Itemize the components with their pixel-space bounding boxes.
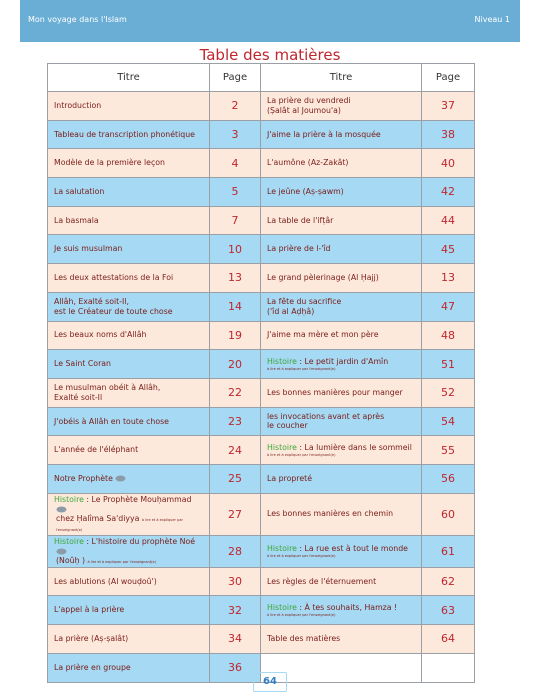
lesson-title: La prière de l-'îd (267, 244, 331, 254)
toc-entry-title[interactable] (261, 264, 422, 293)
teacher-note: à lire et à expliquer par l'enseignant(e) (267, 452, 336, 457)
toc-entry-title[interactable] (261, 464, 422, 493)
toc-entry-page[interactable]: 32 (210, 596, 261, 625)
table-row (48, 178, 475, 207)
toc-entry-title[interactable] (48, 596, 210, 625)
story-title-rest: chez Ḥalîma Sa'diyya (56, 514, 140, 524)
toc-entry-page[interactable]: 2 (210, 92, 261, 121)
lesson-title: Le jeûne (Aṣ-ṣawm) (267, 187, 344, 197)
toc-entry-page[interactable]: 60 (422, 493, 475, 535)
teacher-note: à lire et à expliquer par l'enseignant(e) (56, 518, 183, 532)
toc-entry-page[interactable]: 25 (210, 464, 261, 493)
toc-entry-title[interactable] (261, 92, 422, 121)
toc-entry-title[interactable] (48, 149, 210, 178)
toc-entry-title[interactable] (48, 350, 210, 379)
lesson-title: Tableau de transcription phonétique (54, 129, 195, 139)
table-row (48, 92, 475, 121)
toc-entry-title[interactable] (48, 464, 210, 493)
lesson-title: Les règles de l'éternuement (267, 576, 377, 586)
toc-entry-page[interactable]: 10 (210, 235, 261, 264)
toc-entry-title[interactable] (48, 178, 210, 207)
table-row (48, 292, 475, 321)
salawat-calligraphy-icon (115, 475, 126, 482)
table-row (48, 378, 475, 407)
story-title-rest: (Noûḥ ) (56, 556, 86, 566)
toc-entry-page[interactable]: 48 (422, 321, 475, 350)
table-row (48, 567, 475, 596)
lesson-title: Les bonnes manières pour manger (267, 387, 403, 397)
story-title: : Le petit jardin d'Amîn (296, 356, 389, 366)
story-label: Histoire (267, 544, 297, 554)
lesson-title: Le Saint Coran (54, 359, 111, 369)
lesson-title: La prière du vendredi (Ṣalât al Joumou'a) (267, 96, 351, 115)
lesson-title: La prière (Aṣ-ṣalât) (54, 634, 129, 644)
toc-entry-title[interactable] (48, 653, 210, 682)
lesson-title: L'appel à la prière (54, 605, 125, 615)
toc-entry-title[interactable] (261, 535, 422, 567)
page-title: Table des matières (199, 46, 341, 64)
story-label: Histoire (267, 356, 297, 366)
story-label: Histoire (267, 443, 297, 453)
table-row (48, 493, 475, 535)
story-heading (267, 544, 416, 554)
toc-entry-title[interactable] (48, 235, 210, 264)
toc-entry-page[interactable]: 5 (210, 178, 261, 207)
toc-entry-page[interactable]: 24 (210, 436, 261, 465)
toc-entry-page[interactable]: 42 (422, 178, 475, 207)
toc-entry-page[interactable]: 22 (210, 378, 261, 407)
toc-entry-page[interactable]: 62 (422, 567, 475, 596)
story-label: Histoire (54, 536, 84, 546)
story-label: Histoire (54, 494, 84, 504)
toc-entry-title[interactable] (261, 407, 422, 436)
toc-entry-page[interactable]: 54 (422, 407, 475, 436)
table-row (48, 350, 475, 379)
table-row (48, 235, 475, 264)
table-row (48, 149, 475, 178)
toc-entry-page[interactable]: 55 (422, 436, 475, 465)
story-heading (267, 603, 416, 613)
salawat-calligraphy-icon (56, 506, 67, 513)
toc-entry-title[interactable] (48, 535, 210, 567)
toc-entry-page[interactable]: 64 (422, 625, 475, 654)
teacher-note: à lire et à expliquer par l'enseignant(e) (87, 560, 156, 565)
story-heading (54, 537, 204, 556)
story-heading (267, 443, 416, 453)
toc-entry-page[interactable]: 38 (422, 120, 475, 149)
lesson-title: Je suis musulman (54, 244, 123, 254)
table-row (48, 464, 475, 493)
lesson-title: J'aime ma mère et mon père (267, 330, 379, 340)
toc-entry-title[interactable] (261, 206, 422, 235)
toc-entry-title[interactable] (48, 120, 210, 149)
table-row (48, 264, 475, 293)
toc-entry-page[interactable]: 30 (210, 567, 261, 596)
lesson-title: Les deux attestations de la Foi (54, 273, 174, 283)
lesson-title: L'aumône (Az-Zakât) (267, 158, 349, 168)
toc-entry-title[interactable] (261, 120, 422, 149)
lesson-title: La table de l'ifṭâr (267, 215, 334, 225)
story-title: : À tes souhaits, Hamza ! (296, 603, 398, 613)
toc-entry-page[interactable]: 61 (422, 535, 475, 567)
toc-entry-page[interactable]: 47 (422, 292, 475, 321)
table-row (48, 596, 475, 625)
toc-entry-page[interactable]: 63 (422, 596, 475, 625)
toc-entry-page[interactable]: 3 (210, 120, 261, 149)
lesson-title: La prière en groupe (54, 662, 131, 672)
lesson-title: La fête du sacrifice ('îd al Aḍḥâ) (267, 296, 342, 316)
toc-entry-title[interactable] (48, 378, 210, 407)
toc-entry-title[interactable] (261, 436, 422, 465)
toc-entry-page[interactable]: 45 (422, 235, 475, 264)
lesson-title: Le musulman obéit à Allâh, Exalté soit-Il (54, 382, 161, 402)
salawat-calligraphy-icon (56, 548, 67, 555)
toc-entry-title[interactable] (261, 178, 422, 207)
story-title-continued (54, 556, 204, 566)
toc-entry-title[interactable] (261, 493, 422, 535)
table-row (48, 407, 475, 436)
lesson-title: L'année de l'éléphant (54, 445, 139, 455)
table-header-row (48, 64, 475, 92)
table-row (48, 625, 475, 654)
toc-entry-page[interactable]: 13 (422, 264, 475, 293)
toc-entry-title[interactable] (48, 292, 210, 321)
toc-entry-title[interactable] (261, 350, 422, 379)
lesson-title: Les bonnes manières en chemin (267, 509, 394, 519)
header-bar (20, 0, 520, 42)
teacher-note: à lire et à expliquer par l'enseignant(e) (267, 553, 336, 558)
toc-entry-page[interactable]: 4 (210, 149, 261, 178)
story-label: Histoire (267, 603, 297, 613)
toc-entry-title[interactable] (48, 436, 210, 465)
lesson-title: Allâh, Exalté soit-Il, est le Créateur de toute chose (54, 296, 173, 316)
table-row (48, 436, 475, 465)
column-header-title: Titre (48, 64, 210, 92)
toc-entry-page[interactable]: 23 (210, 407, 261, 436)
lesson-title: La basmala (54, 215, 99, 225)
column-header-page: Page (422, 64, 475, 92)
toc-entry-page[interactable]: 44 (422, 206, 475, 235)
toc-entry-title[interactable] (48, 206, 210, 235)
column-header-page: Page (210, 64, 261, 92)
toc-entry-page[interactable]: 36 (210, 653, 261, 682)
table-row (48, 206, 475, 235)
toc-entry-title[interactable] (48, 92, 210, 121)
lesson-title: les invocations avant et après le coucher (267, 411, 385, 431)
toc-entry-title[interactable] (261, 235, 422, 264)
level-label: Niveau 1 (474, 15, 510, 24)
toc-entry-page[interactable]: 34 (210, 625, 261, 654)
toc-entry-title[interactable] (48, 264, 210, 293)
toc-entry-page[interactable]: 40 (422, 149, 475, 178)
story-heading (54, 495, 204, 514)
toc-entry-title[interactable] (261, 292, 422, 321)
toc-entry-title[interactable] (48, 407, 210, 436)
toc-entry-title[interactable] (48, 321, 210, 350)
toc-entry-title[interactable] (261, 567, 422, 596)
lesson-title: Table des matières (267, 634, 341, 644)
toc-entry-title[interactable] (48, 493, 210, 535)
lesson-title: Introduction (54, 100, 102, 110)
toc-entry-title[interactable] (261, 321, 422, 350)
lesson-title: La propreté (267, 473, 312, 483)
toc-entry-title[interactable] (261, 149, 422, 178)
toc-entry-page[interactable]: 51 (422, 350, 475, 379)
lesson-title: Les ablutions (Al wouḍoû') (54, 576, 157, 586)
story-heading (267, 357, 416, 367)
toc-entry-page[interactable]: 13 (210, 264, 261, 293)
story-title: : La lumière dans le sommeil (296, 443, 412, 453)
lesson-title: Modèle de la première leçon (54, 158, 165, 168)
toc-entry-page[interactable]: 27 (210, 493, 261, 535)
toc-entry-page[interactable]: 52 (422, 378, 475, 407)
toc-entry-page[interactable]: 37 (422, 92, 475, 121)
lesson-title: La salutation (54, 187, 105, 197)
toc-entry-page[interactable]: 7 (210, 206, 261, 235)
column-header-title: Titre (261, 64, 422, 92)
lesson-title: J'obéis à Allâh en toute chose (54, 416, 169, 426)
table-of-contents (47, 63, 475, 683)
table-row (48, 321, 475, 350)
story-title: : Le Prophète Mouḥammad (83, 494, 192, 504)
toc-entry-title[interactable] (48, 567, 210, 596)
lesson-title: J'aime la prière à la mosquée (267, 129, 381, 139)
toc-entry-title[interactable] (261, 596, 422, 625)
table-row (48, 120, 475, 149)
toc-entry-title[interactable] (261, 625, 422, 654)
toc-entry-title[interactable] (48, 625, 210, 654)
lesson-title: Notre Prophète (54, 473, 113, 483)
lesson-title: Les beaux noms d'Allâh (54, 330, 147, 340)
empty-cell (422, 653, 475, 682)
story-title: : La rue est à tout le monde (296, 544, 408, 554)
page-number: 64 (253, 672, 287, 692)
teacher-note: à lire et à expliquer par l'enseignant(e) (267, 366, 336, 371)
story-title: : L'histoire du prophète Noé (83, 536, 196, 546)
toc-entry-page[interactable]: 28 (210, 535, 261, 567)
toc-entry-page[interactable]: 56 (422, 464, 475, 493)
toc-entry-page[interactable]: 20 (210, 350, 261, 379)
teacher-note: à lire et à expliquer par l'enseignant(e) (267, 612, 336, 617)
toc-body (48, 92, 475, 683)
book-title: Mon voyage dans l'Islam (28, 15, 127, 24)
toc-entry-page[interactable]: 14 (210, 292, 261, 321)
toc-entry-title[interactable] (261, 378, 422, 407)
toc-entry-page[interactable]: 19 (210, 321, 261, 350)
lesson-title: Le grand pèlerinage (Al Ḥajj) (267, 273, 379, 283)
story-title-continued (54, 514, 204, 533)
table-row (48, 535, 475, 567)
